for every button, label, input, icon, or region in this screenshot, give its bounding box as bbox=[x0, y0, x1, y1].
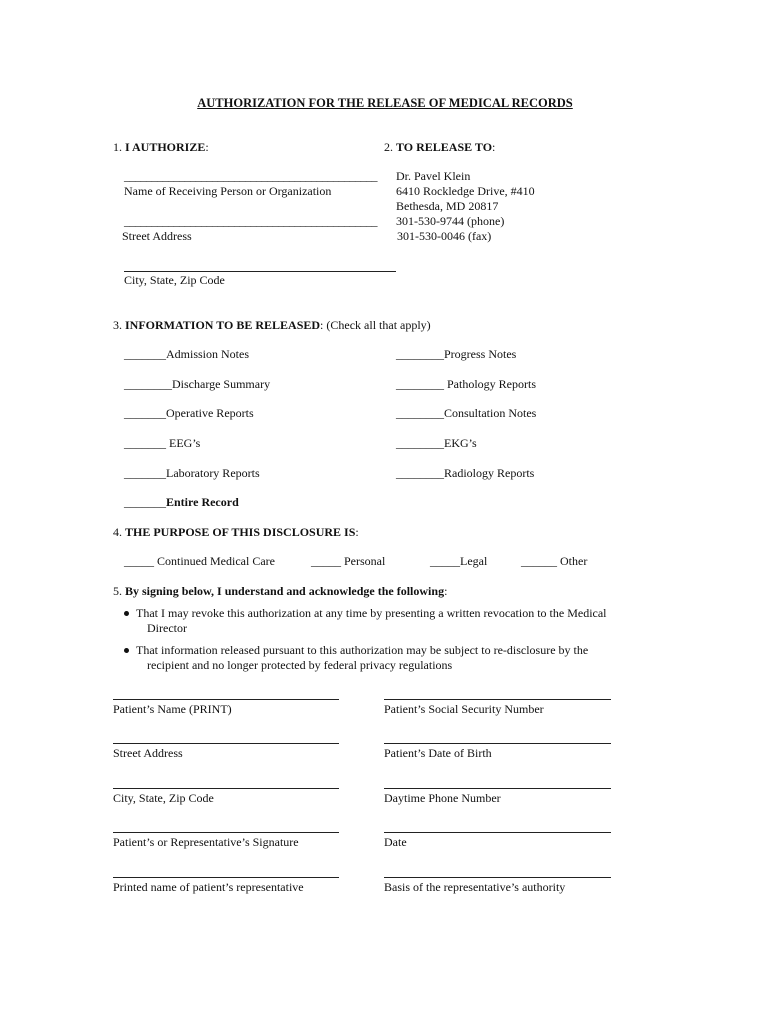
section-2-number: 2. bbox=[384, 140, 393, 154]
form-title: AUTHORIZATION FOR THE RELEASE OF MEDICAL RECORDS bbox=[197, 96, 573, 110]
signature-label: Patient’s or Representative’s Signature bbox=[113, 835, 299, 849]
checkbox-ekgs[interactable]: ________EKG’s bbox=[396, 436, 477, 450]
phone-line[interactable] bbox=[384, 788, 611, 789]
checkbox-discharge-summary[interactable]: ________Discharge Summary bbox=[124, 377, 271, 391]
receiving-name-blank[interactable]: ______________________________________________ bbox=[124, 169, 377, 183]
section-3-title: INFORMATION TO BE RELEASED bbox=[125, 318, 321, 332]
release-to-fax: 301-530-0046 (fax) bbox=[397, 229, 492, 243]
bullet-icon bbox=[124, 648, 129, 653]
section-2-title: TO RELEASE TO bbox=[396, 140, 493, 154]
checkbox-pathology-reports[interactable]: ________ Pathology Reports bbox=[396, 377, 536, 391]
release-to-phone: 301-530-9744 (phone) bbox=[396, 214, 505, 228]
receiving-city-label: City, State, Zip Code bbox=[124, 273, 225, 287]
bullet-icon bbox=[124, 611, 129, 616]
release-to-city: Bethesda, MD 20817 bbox=[396, 199, 499, 213]
checkbox-entire-record[interactable] bbox=[124, 495, 239, 510]
section-3-note: : (Check all that apply) bbox=[320, 318, 431, 332]
section-4-number: 4. bbox=[113, 525, 122, 539]
entire-record-label: Entire Record bbox=[166, 495, 239, 509]
checkbox-progress-notes[interactable]: ________Progress Notes bbox=[396, 347, 517, 361]
date-label: Date bbox=[384, 835, 407, 849]
receiving-name-label: Name of Receiving Person or Organization bbox=[124, 184, 332, 198]
acknowledgement-2-line-2: recipient and no longer protected by federal privacy regulations bbox=[147, 658, 453, 672]
dob-line[interactable] bbox=[384, 743, 611, 744]
section-3-number: 3. bbox=[113, 318, 122, 332]
section-5-title: By signing below, I understand and acknowledge the following bbox=[125, 584, 445, 598]
section-4-title: THE PURPOSE OF THIS DISCLOSURE IS bbox=[125, 525, 356, 539]
release-to-street: 6410 Rockledge Drive, #410 bbox=[396, 184, 535, 198]
purpose-personal[interactable]: _____ Personal bbox=[311, 554, 386, 568]
representative-name-line[interactable] bbox=[113, 877, 339, 878]
section-5-heading: 5. By signing below, I understand and acknowledge the following: bbox=[113, 584, 448, 598]
dob-label: Patient’s Date of Birth bbox=[384, 746, 492, 760]
section-1-title: I AUTHORIZE bbox=[125, 140, 206, 154]
checkbox-operative-reports[interactable]: _______Operative Reports bbox=[124, 406, 254, 420]
acknowledgement-2-line-1: That information released pursuant to this authorization may be subject to re-disclosure by the bbox=[136, 643, 589, 657]
acknowledgement-1-line-2: Director bbox=[147, 621, 187, 635]
ssn-line[interactable] bbox=[384, 699, 611, 700]
receiving-city-line[interactable] bbox=[124, 271, 396, 272]
section-4-heading: 4. THE PURPOSE OF THIS DISCLOSURE IS: bbox=[113, 525, 359, 539]
patient-street-label: Street Address bbox=[113, 746, 183, 760]
phone-label: Daytime Phone Number bbox=[384, 791, 501, 805]
section-1-heading: 1. I AUTHORIZE: bbox=[113, 140, 209, 154]
checkbox-consultation-notes[interactable]: ________Consultation Notes bbox=[396, 406, 537, 420]
signature-line[interactable] bbox=[113, 832, 339, 833]
receiving-street-label: Street Address bbox=[122, 229, 192, 243]
receiving-street-blank[interactable]: ______________________________________________ bbox=[124, 214, 377, 228]
purpose-continued-care[interactable]: _____ Continued Medical Care bbox=[124, 554, 275, 568]
date-line[interactable] bbox=[384, 832, 611, 833]
checkbox-laboratory-reports[interactable]: _______Laboratory Reports bbox=[124, 466, 260, 480]
checkbox-eegs[interactable]: _______ EEG’s bbox=[124, 436, 201, 450]
patient-name-line[interactable] bbox=[113, 699, 339, 700]
ssn-label: Patient’s Social Security Number bbox=[384, 702, 544, 716]
section-1-number: 1. bbox=[113, 140, 122, 154]
patient-city-line[interactable] bbox=[113, 788, 339, 789]
authority-basis-label: Basis of the representative’s authority bbox=[384, 880, 566, 894]
acknowledgement-1-line-1: That I may revoke this authorization at any time by presenting a written revocation to the Medical bbox=[136, 606, 607, 620]
section-3-heading bbox=[113, 318, 431, 333]
section-5-number: 5. bbox=[113, 584, 122, 598]
patient-city-label: City, State, Zip Code bbox=[113, 791, 214, 805]
representative-name-label: Printed name of patient’s representative bbox=[113, 880, 304, 894]
section-2-heading: 2. TO RELEASE TO: bbox=[384, 140, 496, 154]
patient-name-label: Patient’s Name (PRINT) bbox=[113, 702, 232, 716]
purpose-other[interactable]: ______ Other bbox=[521, 554, 588, 568]
checkbox-radiology-reports[interactable]: ________Radiology Reports bbox=[396, 466, 535, 480]
entire-record-blank: _______ bbox=[124, 495, 166, 509]
purpose-legal[interactable]: _____Legal bbox=[430, 554, 488, 568]
release-to-name: Dr. Pavel Klein bbox=[396, 169, 471, 183]
checkbox-admission-notes[interactable]: _______Admission Notes bbox=[124, 347, 250, 361]
patient-street-line[interactable] bbox=[113, 743, 339, 744]
authority-basis-line[interactable] bbox=[384, 877, 611, 878]
